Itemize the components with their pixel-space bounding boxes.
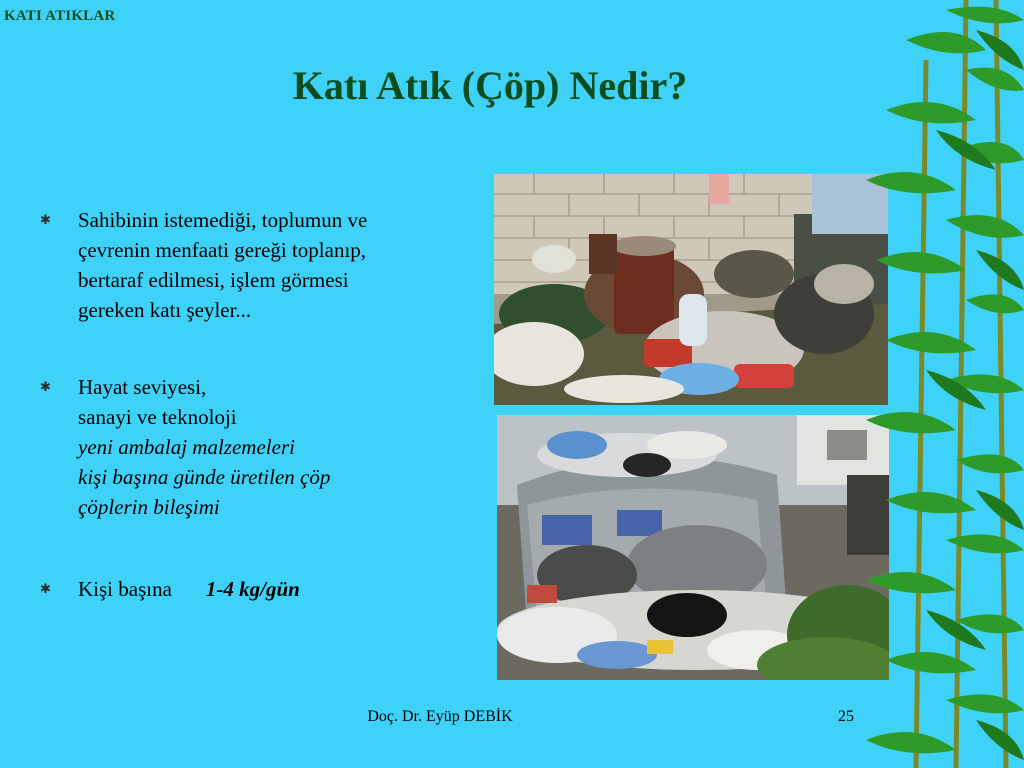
bullet-line: Sahibinin istemediği, toplumun ve: [78, 208, 368, 232]
bullet-item: [40, 205, 480, 325]
bullet-italic-line: kişi başına günde üretilen çöp: [78, 465, 331, 489]
bamboo-decoration: [846, 0, 1024, 768]
bullet-item: [40, 574, 480, 604]
bullet-line: sanayi ve teknoloji: [78, 405, 237, 429]
garbage-photo-containers: [497, 415, 889, 680]
page-number: 25: [838, 708, 854, 725]
header-label: KATI ATIKLAR: [4, 8, 116, 24]
bullet-line: bertaraf edilmesi, işlem görmesi: [78, 268, 349, 292]
slide-title: Katı Atık (Çöp) Nedir?: [292, 63, 688, 108]
bullet-italic-line: yeni ambalaj malzemeleri: [78, 435, 295, 459]
bullet-line: çevrenin menfaati gereği toplanıp,: [78, 238, 367, 262]
footer-author: Doç. Dr. Eyüp DEBİK: [367, 708, 513, 725]
asterisk-bullet-icon: ✱: [40, 379, 51, 394]
garbage-photo-wall: [494, 174, 888, 405]
bullet-line: gereken katı şeyler...: [78, 298, 252, 322]
bullet-list: [40, 205, 480, 604]
bullet-italic-line: çöplerin bileşimi: [78, 495, 220, 519]
bullet-emphasis: 1-4 kg/gün: [205, 577, 300, 601]
bullet-line: Hayat seviyesi,: [78, 375, 207, 399]
bullet-item: [40, 372, 480, 522]
bullet-text: Kişi başına: [78, 577, 172, 601]
asterisk-bullet-icon: ✱: [40, 212, 51, 227]
asterisk-bullet-icon: ✱: [40, 581, 51, 596]
